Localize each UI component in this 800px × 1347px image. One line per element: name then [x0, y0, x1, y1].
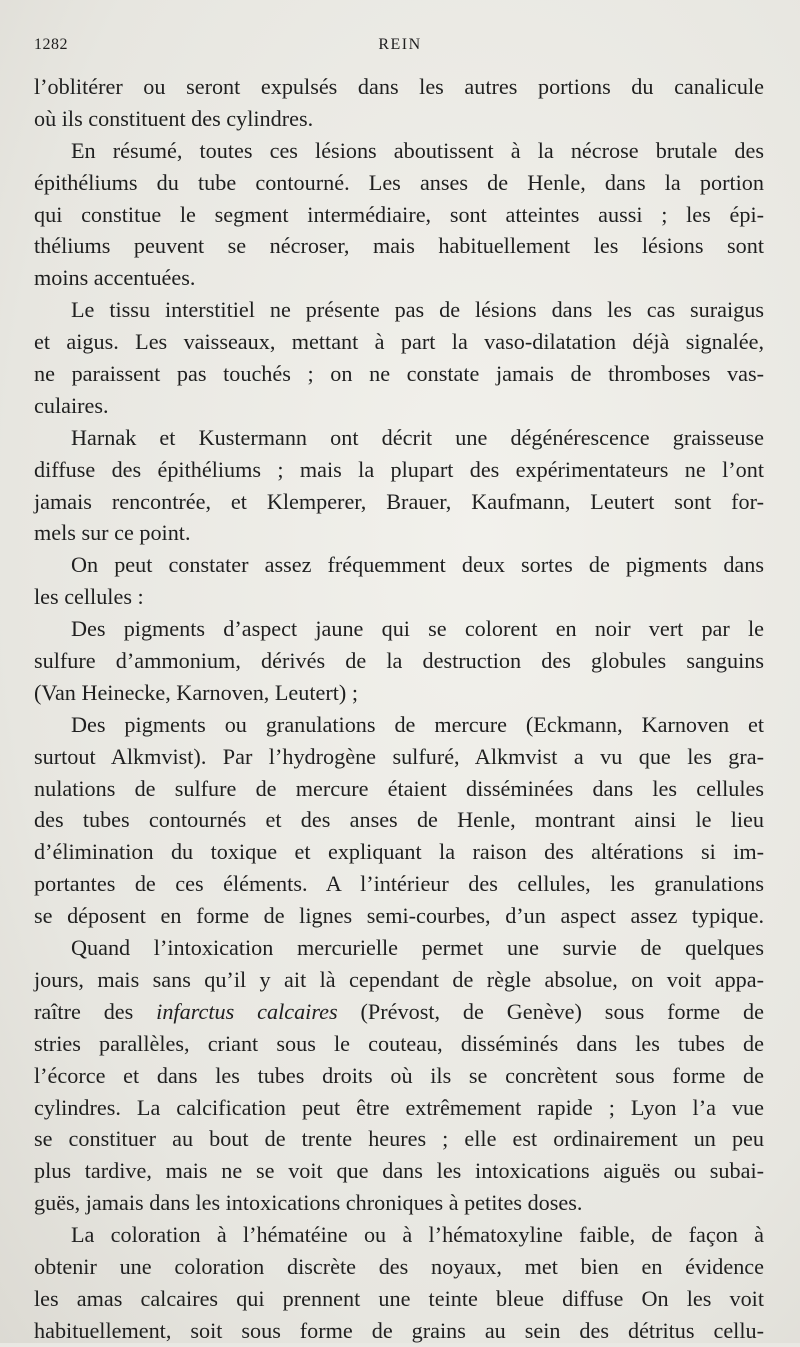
- text-line: En résumé, toutes ces lésions aboutissent à la nécrose brutale des: [71, 137, 764, 163]
- text-line: mels sur ce point.: [34, 520, 191, 546]
- text-line: culaires.: [34, 392, 109, 418]
- text-line: les cellules :: [34, 584, 144, 610]
- text-line: jamais rencontrée, et Klemperer, Brauer, Kaufmann, Leutert sont for-: [34, 488, 764, 514]
- text-line: Harnak et Kustermann ont décrit une dégénérescence graisseuse: [71, 424, 764, 450]
- text-line: qui constitue le segment intermédiaire, sont atteintes aussi ; les épi-: [34, 201, 764, 227]
- text-line: et aigus. Les vaisseaux, mettant à part la vaso-dilatation déjà signalée,: [34, 329, 764, 355]
- text-line: cylindres. La calcification peut être extrêmement rapide ; Lyon l’a vue: [34, 1094, 764, 1120]
- text-line: La coloration à l’hématéine ou à l’hématoxyline faible, de façon à: [71, 1222, 764, 1248]
- text-line: moins accentuées.: [34, 265, 196, 291]
- page-number: 1282: [34, 36, 68, 53]
- text-line: où ils constituent des cylindres.: [34, 105, 314, 131]
- text-line: d’élimination du toxique et expliquant la raison des altérations si im-: [34, 839, 764, 865]
- text-line: épithéliums du tube contourné. Les anses de Henle, dans la portion: [34, 169, 764, 195]
- text-line: portantes de ces éléments. A l’intérieur des cellules, les granulations: [34, 871, 764, 897]
- text-line: se constituer au bout de trente heures ; elle est ordinairement un peu: [34, 1126, 764, 1152]
- text-line: Quand l’intoxication mercurielle permet une survie de quelques: [71, 935, 764, 961]
- running-title: REIN: [378, 36, 422, 53]
- text-line: jours, mais sans qu’il y ait là cependant de règle absolue, on voit appa-: [34, 966, 764, 992]
- text-line: des tubes contournés et des anses de Henle, montrant ainsi le lieu: [34, 807, 764, 833]
- text-line: surtout Alkmvist). Par l’hydrogène sulfuré, Alkmvist a vu que les gra-: [34, 743, 764, 769]
- text-line: guës, jamais dans les intoxications chroniques à petites doses.: [34, 1190, 583, 1216]
- text-line: diffuse des épithéliums ; mais la plupart des expérimentateurs ne l’ont: [34, 456, 764, 482]
- text-span: (Prévost, de Genève) sous forme de: [337, 998, 764, 1024]
- text-line: On peut constater assez fréquemment deux sortes de pigments dans: [71, 552, 764, 578]
- text-line: ne paraissent pas touchés ; on ne constate jamais de thromboses vas-: [34, 361, 764, 387]
- text-line: sulfure d’ammonium, dérivés de la destruction des globules sanguins: [34, 648, 764, 674]
- text-line: habituellement, soit sous forme de grains au sein des détritus cellu-: [34, 1317, 764, 1343]
- text-line: théliums peuvent se nécroser, mais habituellement les lésions sont: [34, 233, 764, 259]
- text-line: les amas calcaires qui prennent une teinte bleue diffuse On les voit: [34, 1285, 764, 1311]
- text-line: se déposent en forme de lignes semi-courbes, d’un aspect assez typique.: [34, 903, 764, 929]
- text-line: Des pigments d’aspect jaune qui se colorent en noir vert par le: [71, 616, 764, 642]
- text-line: Des pigments ou granulations de mercure (Eckmann, Karnoven et: [71, 711, 764, 737]
- text-line: obtenir une coloration discrète des noyaux, met bien en évidence: [34, 1253, 764, 1279]
- text-line: Le tissu interstitiel ne présente pas de lésions dans les cas suraigus: [71, 297, 764, 323]
- text-span: raître des: [34, 998, 157, 1024]
- text-line: nulations de sulfure de mercure étaient disséminées dans les cellules: [34, 775, 764, 801]
- text-line: [34, 996, 764, 1028]
- text-line: l’oblitérer ou seront expulsés dans les autres portions du canalicule: [34, 74, 764, 99]
- text-line: stries parallèles, criant sous le couteau, disséminés dans les tubes de: [34, 1030, 764, 1056]
- body-text: [34, 71, 764, 1347]
- italic-term: infarctus calcaires: [156, 998, 338, 1024]
- page-header: [30, 36, 770, 60]
- text-line: plus tardive, mais ne se voit que dans les intoxications aiguës ou subai-: [34, 1158, 764, 1184]
- text-line: (Van Heinecke, Karnoven, Leutert) ;: [34, 679, 359, 705]
- text-line: l’écorce et dans les tubes droits où ils se concrètent sous forme de: [34, 1062, 764, 1088]
